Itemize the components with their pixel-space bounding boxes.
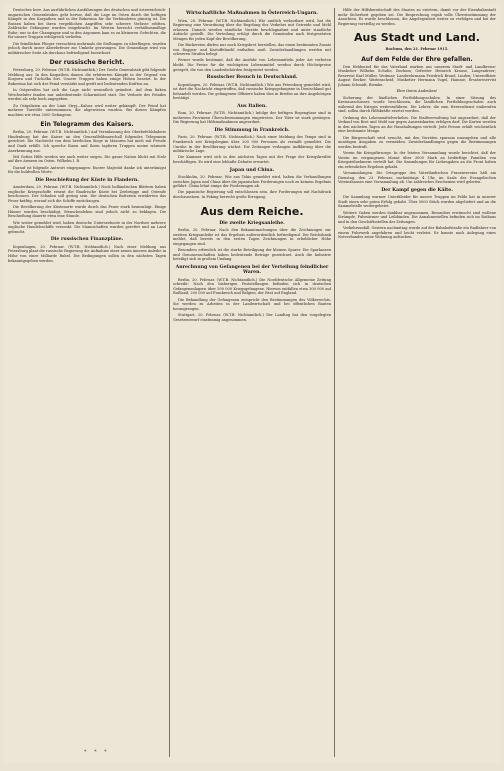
paragraph: Kopenhagen, 20. Februar. (W.T.B. Nichtamtlich.) Wie aus Petersburg gemeldet wird, ist dort die Nachricht eingetroffen, daß russische Kriegsgefangene in Deutschland gut behandelt werden. Die gefangenen Offiziere haben dies in Briefen an ihre Angehörigen bestätigt.: [173, 82, 331, 101]
paragraph: Ehre ihrem Andenken!: [396, 89, 438, 94]
paragraph: Sicherung der ländlichen Fortbildungsschulen. In einer Sitzung des Kreisausschusses wurde beschlossen, die ländlichen Fortbildungsschulen auch während des Krieges weiterzuführen. Die Lehrer, die zum Heeresdienst einberufen sind, sollen durch Hilfskräfte ersetzt werden.: [338, 95, 496, 114]
paragraph: Besonders erfreulich ist die starke Beteiligung der kleinen Sparer. Die Sparkassen und Genossenschaften haben bedeutende Beträge gezeichnet. Auch die Industrie beteiligt sich in großem Umfang.: [173, 248, 331, 262]
section-heading: Die Stimmung in Frankreich.: [214, 127, 290, 133]
paragraph: Berlin, 20. Februar. (W.T.B. Nichtamtlich.) Auf Veranlassung des Oberbefehlshabers Hindenburg hat der Kaiser an den Generalfeldmarschall folgendes Telegramm gerichtet: Die Nachricht von dem herrlichen Siege in Masuren hat mich mit Freude und Dank erfüllt. Ich spreche Ihnen und Ihren tapferen Truppen meine wärmste Anerkennung aus.: [8, 130, 166, 153]
paragraph: Darauf ist folgende Antwort eingegangen: Euerer Majestät danke ich untertänigst für die huldvollen Worte.: [8, 165, 166, 175]
section-heading: Auf dem Felde der Ehre gefallen.: [361, 55, 473, 63]
section-heading: Die russischen Finanzpläne.: [50, 237, 124, 243]
paragraph: Die feindlichen Flieger versuchten mehrmals die Stellungen zu überfliegen, wurden jedoch durch unser Abwehrfeuer zur Umkehr gezwungen. Die Gesamtlage wird von militärischer Seite als durchaus befriedigend bezeichnet.: [8, 41, 166, 55]
column-right: [338, 8, 496, 757]
paragraph: Verein für Kriegsfürsorge. In der letzten Versammlung wurde berichtet, daß der Verein im vergangenen Monat über 3000 Mark an bedürftige Familien von Kriegsteilnehmern verteilt hat. Die Sammlungen für Liebesgaben an die Front haben ein erfreuliches Ergebnis gehabt.: [338, 151, 496, 169]
section-heading: Der russische Bericht.: [49, 59, 125, 67]
paragraph: Versammlungen. Die Ortsgruppe des Vaterländischen Frauenvereins hält am Dienstag, den 23. Februar, nachmittags 4 Uhr, im Saale des Evangelischen Vereinshauses eine Versammlung ab. Um zahlreiches Erscheinen wird gebeten.: [338, 171, 496, 185]
paragraph: Ordnung des Lebensmittelverkehrs. Die Stadtverwaltung hat angeordnet, daß der Verkauf von Brot und Mehl nur gegen Ausweiskarten erfolgen darf. Die Karten werden in den nächsten Tagen an die Haushaltungen verteilt. Jede Person erhält wöchentlich eine bestimmte Menge.: [338, 115, 496, 134]
paragraph: Ferner wurde bestimmt, daß die Ausfuhr von Lebensmitteln jeder Art verboten bleibt. Die Preise für die wichtigsten Lebensmittel werden durch Höchstpreise geregelt, die von den Landesbehörden festgesetzt werden.: [173, 58, 331, 72]
dateline: Bochum, den 21. Februar 1915.: [385, 47, 449, 52]
paragraph: Die Bürgerschaft wird ersucht, mit den Vorräten sparsam umzugehen und alle unnötigen Ausgaben zu vermeiden. Zuwiderhandlungen gegen die Bestimmungen werden bestraft.: [338, 135, 496, 149]
paragraph: Deutsches heer. Aus ausführlichen Ausführungen des deutschen und österreichisch-ungarischen Generalstabes geht hervor, daß die Lage im Osten durch die heftigen Kämpfe in den Karpathen und in der Bukowina für die Verbündeten günstig ist. Die Russen haben bei ihren vergeblichen Angriffen sehr schwere Verluste erlitten. Zahlreiche Gefangene wurden eingebracht. Im Westen herrscht verhältnismäßige Ruhe; nur in der Champagne und in den Argonnen kam es zu kleineren Gefechten, die für unsere Truppen erfolgreich verliefen.: [8, 8, 166, 40]
paragraph: Die Bäckereien dürfen nur noch Kriegsbrot herstellen, das einen bestimmten Zusatz von Roggen- und Kartoffelmehl enthalten muß. Zuwiderhandlungen werden mit schweren Strafen belegt.: [173, 43, 331, 57]
section-heading: Ein Telegramm des Kaisers.: [40, 121, 134, 129]
section-heading: Der Kampf gegen die Kälte.: [381, 187, 453, 193]
paragraph: Verkehrsunfall. Gestern nachmittag wurde auf der Bahnhofstraße ein Radfahrer von einem Fuhrwerk angefahren und leicht verletzt. Er konnte nach Anlegung eines Notverbandes seine Wohnung aufsuchen.: [338, 226, 496, 240]
paragraph: In Ostpreußen hat sich die Lage nicht wesentlich geändert. Auf dem linken Weichselufer fanden nur unbedeutende Scharmützel statt. Die Verluste des Feindes werden als sehr hoch angegeben.: [8, 88, 166, 102]
paragraph: Kopenhagen, 20. Februar. (W.T.B. Nichtamtlich.) Nach einer Meldung aus Petersburg plant die russische Regierung die Aufnahme einer neuen inneren Anleihe in Höhe von einer Milliarde Rubel. Die Bedingungen sollen in den nächsten Tagen bekanntgegeben werden.: [8, 244, 166, 263]
paragraph: Rom, 20. Februar. (W.T.B. Nichtamtlich.) Infolge der heftigen Regengüsse sind in mehreren Provinzen Überschwemmungen eingetreten. Der Tiber ist stark gestiegen. Die Regierung hat Hilfsmaßnahmen angeordnet.: [173, 111, 331, 125]
section-title: Aus Stadt und Land.: [354, 31, 480, 45]
paragraph: Die Kammer wird sich in den nächsten Tagen mit der Frage der Kriegskredite beschäftigen. Es wird eine lebhafte Debatte erwartet.: [173, 155, 331, 164]
section-heading: Russischer Besuch in Deutschland.: [206, 75, 298, 81]
newspaper-page: [4, 4, 500, 763]
column-middle: [173, 8, 331, 757]
paragraph: Wien, 20. Februar. (W.T.B. Nichtamtlich.) Wie amtlich verlautbart wird, hat die Regierung eine Verordnung über die Regelung des Verkehrs mit Getreide und Mehl erlassen. Danach werden sämtliche Vorräte beschlagnahmt und unter staatliche Aufsicht gestellt. Die Verteilung erfolgt durch die Gemeinden nach festgesetzten Mengen für jeden Kopf der Bevölkerung.: [173, 18, 331, 41]
paragraph: Zu Ostgalizien an der Linie Stryj—Kalusz wird weiter gekämpft. Der Feind hat mehrere Vorstöße unternommen, die abgewiesen wurden. Bei diesen Kämpfen machten wir etwa 2000 Gefangene.: [8, 103, 166, 117]
section-heading: Anrechnung von Gefangenen bei der Verteilung feindlicher Waren.: [175, 264, 329, 276]
paragraph: Den Heldentod für das Vaterland starben aus unserem Stadt- und Landkreise: Musketier Wilhelm Schulte, Bochum; Gefreiter Heinrich Krause, Langendreer; Reservist Karl Müller, Weitmar; Landwehrmann Friedrich Brand, Linden; Unteroffizier August Becker, Wattenscheid; Musketier Hermann Vogel, Hamme; Ersatzreservist Johann Schmidt, Riemke.: [338, 64, 496, 87]
paragraph: Wie weiter gemeldet wird, haben deutsche Unterseeboote in der Nordsee mehrere englische Handelsschiffe versenkt. Die Mannschaften wurden gerettet und an Land gebracht.: [8, 220, 166, 234]
column-divider: [334, 8, 335, 757]
section-separator: * * *: [84, 749, 110, 755]
section-heading: Aus Italien.: [237, 103, 267, 109]
paragraph: Paris, 20. Februar. (W.T.B. Nichtamtlich.) Nach einer Meldung des Temps sind in Frankreich seit Kriegsbeginn über 200 000 Personen als vermißt gemeldet. Die Unruhe in der Bevölkerung wächst. Die Zeitungen verlangen Aufklärung über die militärische Lage.: [173, 135, 331, 154]
paragraph: Amsterdam, 20. Februar. (W.T.B. Nichtamtlich.) Nach holländischen Blättern haben englische Kriegsschiffe erneut die flandrische Küste bei Zeebrügge und Ostende beschossen. Der Schaden soll gering sein. Die deutschen Batterien erwiderten das Feuer kräftig, worauf sich die Schiffe zurückzogen.: [8, 185, 166, 203]
section-heading: Die zweite Kriegsanleihe.: [219, 220, 285, 226]
paragraph: Die japanische Regierung soll entschlossen sein, ihre Forderungen mit Nachdruck durchzusetzen. In Peking herrscht große Erregung.: [173, 190, 331, 199]
paragraph: Mit Gottes Hilfe werden wir auch weiter siegen. Die ganze Nation blickt mit Stolz auf ihre Armeen im Osten. Wilhelm I. R.: [8, 154, 166, 164]
paragraph: Weitere Gaben werden dankbar angenommen. Besonders erwünscht sind wollene Strümpfe, Pulswärmer und Leibbinden. Die Annahmestellen befinden sich im Rathaus und in den Geschäftsstellen der Zeitungen.: [338, 210, 496, 224]
paragraph: Petersburg, 20. Februar. (W.T.B. Nichtamtlich.) Der Große Generalstab gibt folgende Meldung aus: In den Karpathen dauern die erbitterten Kämpfe in der Gegend von Kozjowa und Tucholka fort. Unsere Truppen haben einige Höhen besetzt. In der Bukowina hat sich der Feind verstärkt und greift mit bedeutenden Kräften an.: [8, 68, 166, 86]
column-divider: [169, 8, 170, 757]
paragraph: Die Behandlung der Gefangenen entspricht den Bestimmungen des Völkerrechts. Sie werden zu Arbeiten in der Landwirtschaft und bei öffentlichen Bauten herangezogen.: [173, 297, 331, 311]
paragraph: Hilfe der Hilfsbereitschaft des Staates zu erörtern, damit vor der Eisenbahnstadt mehr Sicherheit gegeben sei. Die Besprechung ergab volle Übereinstimmung der Ansichten. Es wurde beschlossen, die Angelegenheit weiter zu verfolgen und bei der Regierung vorstellig zu werden.: [338, 8, 496, 26]
paragraph: Berlin, 20. Februar. Nach den Bekanntmachungen über die Zeichnungen zur zweiten Kriegsanleihe ist das Ergebnis außerordentlich befriedigend. Die Reichsbank meldet, daß bereits in den ersten Tagen Zeichnungen in erheblicher Höhe eingegangen sind.: [173, 228, 331, 246]
paragraph: Stuttgart, 20. Februar. (W.T.B. Nichtamtlich.) Der Landtag hat den vorgelegten Gesetzentwurf einstimmig angenommen.: [173, 313, 331, 322]
paragraph: Die Sammlung warmer Unterkleider für unsere Truppen im Felde hat in unserer Stadt einen sehr guten Erfolg gehabt. Über 5000 Stück wurden abgeliefert und an die Sammelstelle weitergeleitet.: [338, 195, 496, 209]
paragraph: Die Bevölkerung der Küstenorte wurde durch das Feuer stark beunruhigt. Einige Häuser wurden beschädigt, Menschenleben sind jedoch nicht zu beklagen. Die Beschießung dauerte etwa eine Stunde.: [8, 205, 166, 219]
section-heading: Die Beschießung der Küste in Flandern.: [35, 177, 139, 183]
column-left: [8, 8, 166, 757]
paragraph: Stockholm, 20. Februar. Wie aus Tokio gemeldet wird, haben die Verhandlungen zwischen Japan und China über die japanischen Forderungen noch zu keinem Ergebnis geführt. China lehnt einige der Forderungen ab.: [173, 175, 331, 189]
section-heading: Japan und China.: [229, 167, 275, 173]
section-title: Aus dem Reiche.: [200, 204, 304, 218]
paragraph: Berlin, 20. Februar. (W.T.B. Nichtamtlich.) Die Norddeutsche Allgemeine Zeitung schreibt: Nach den bisherigen Feststellungen befinden sich in deutschen Gefangenenlagern über 500 000 Kriegsgefangene. Hiervon entfallen etwa 300 000 auf Rußland, 200 000 auf Frankreich und Belgien, der Rest auf England.: [173, 277, 331, 296]
section-heading: Wirtschaftliche Maßnahmen in Österreich-Ungarn.: [185, 11, 318, 16]
